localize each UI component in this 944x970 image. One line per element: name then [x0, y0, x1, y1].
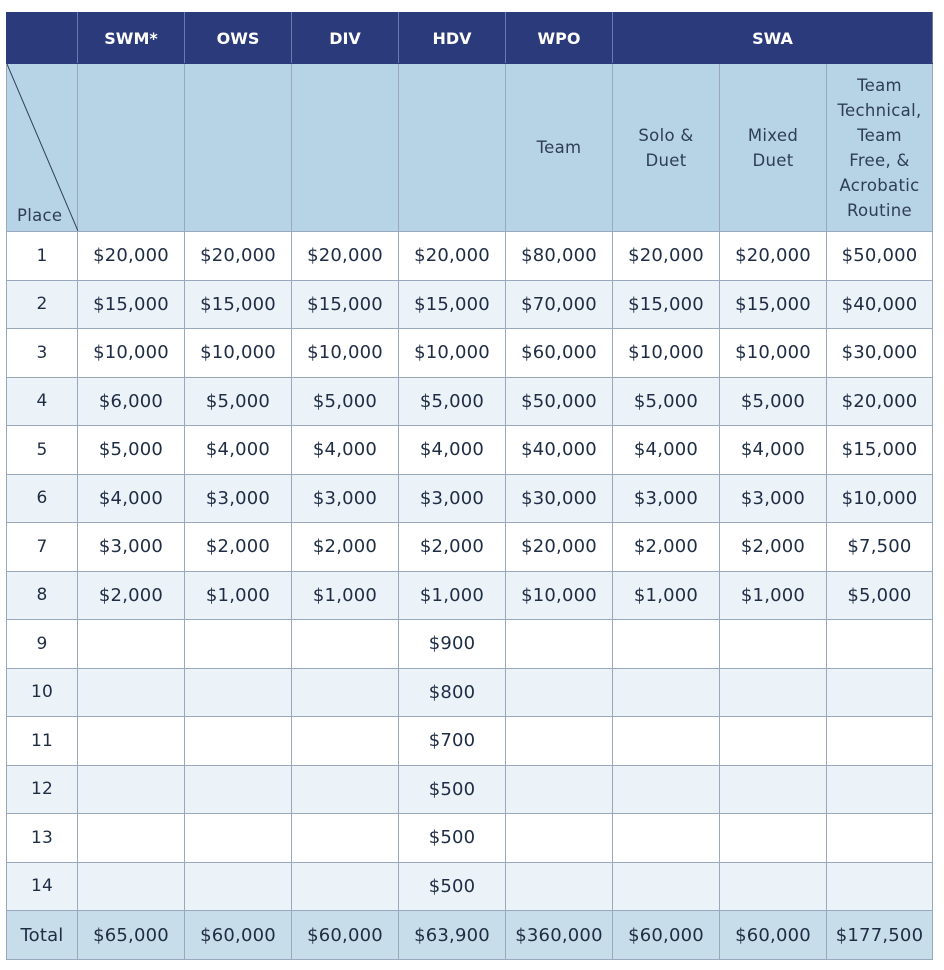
place-cell: 3: [7, 329, 78, 378]
prize-cell: $20,000: [613, 232, 720, 281]
subheader-ows: [185, 64, 292, 232]
prize-cell: $4,000: [185, 426, 292, 475]
prize-cell: $15,000: [399, 280, 506, 329]
prize-cell: [827, 814, 933, 863]
prize-cell: [292, 765, 399, 814]
prize-cell: $3,000: [613, 474, 720, 523]
prize-cell: $70,000: [506, 280, 613, 329]
total-cell: $60,000: [720, 911, 827, 960]
prize-cell: [506, 862, 613, 911]
prize-cell: $700: [399, 717, 506, 766]
prize-cell: $10,000: [399, 329, 506, 378]
prize-cell: $10,000: [827, 474, 933, 523]
prize-cell: $15,000: [613, 280, 720, 329]
header-swa: SWA: [613, 13, 933, 64]
prize-cell: [185, 620, 292, 669]
total-cell: $63,900: [399, 911, 506, 960]
prize-cell: [292, 862, 399, 911]
place-label: Place: [17, 206, 63, 225]
prize-cell: $30,000: [827, 329, 933, 378]
table-row: [7, 814, 933, 863]
prize-cell: $40,000: [827, 280, 933, 329]
prize-cell: $60,000: [506, 329, 613, 378]
prize-cell: $4,000: [613, 426, 720, 475]
total-cell: $360,000: [506, 911, 613, 960]
prize-cell: $1,000: [613, 571, 720, 620]
prize-table-container: [6, 12, 933, 960]
prize-cell: [720, 717, 827, 766]
prize-cell: [720, 620, 827, 669]
prize-cell: $500: [399, 862, 506, 911]
prize-cell: $5,000: [292, 377, 399, 426]
prize-cell: [613, 668, 720, 717]
prize-cell: $500: [399, 814, 506, 863]
prize-cell: $800: [399, 668, 506, 717]
table-row: [7, 474, 933, 523]
prize-cell: [185, 717, 292, 766]
prize-cell: [78, 814, 185, 863]
prize-cell: $10,000: [292, 329, 399, 378]
table-row: [7, 620, 933, 669]
table-body: [7, 232, 933, 911]
prize-cell: $10,000: [185, 329, 292, 378]
prize-cell: [292, 620, 399, 669]
prize-cell: $20,000: [827, 377, 933, 426]
table-row: [7, 426, 933, 475]
place-cell: 4: [7, 377, 78, 426]
table-row: [7, 329, 933, 378]
prize-cell: [720, 765, 827, 814]
prize-cell: $5,000: [185, 377, 292, 426]
prize-cell: $50,000: [506, 377, 613, 426]
total-cell: $177,500: [827, 911, 933, 960]
prize-cell: [720, 862, 827, 911]
header-row: [7, 13, 933, 64]
prize-cell: $5,000: [613, 377, 720, 426]
prize-cell: $10,000: [613, 329, 720, 378]
table-row: [7, 668, 933, 717]
prize-cell: [827, 620, 933, 669]
prize-cell: $2,000: [399, 523, 506, 572]
prize-cell: [827, 668, 933, 717]
prize-cell: [720, 814, 827, 863]
subheader-swa-solo-duet: Solo & Duet: [613, 64, 720, 232]
prize-cell: $30,000: [506, 474, 613, 523]
prize-cell: [613, 814, 720, 863]
subheader-div: [292, 64, 399, 232]
prize-cell: $3,000: [78, 523, 185, 572]
header-div: DIV: [292, 13, 399, 64]
subheader-swa-mixed-duet: Mixed Duet: [720, 64, 827, 232]
subheader-swa-team: Team Technical, Team Free, & Acrobatic Routine: [827, 64, 933, 232]
total-row: [7, 911, 933, 960]
prize-cell: [506, 717, 613, 766]
prize-cell: $15,000: [185, 280, 292, 329]
place-cell: 2: [7, 280, 78, 329]
prize-cell: $20,000: [720, 232, 827, 281]
prize-cell: [185, 814, 292, 863]
prize-cell: $3,000: [720, 474, 827, 523]
place-cell: 6: [7, 474, 78, 523]
place-cell: 9: [7, 620, 78, 669]
prize-cell: [613, 862, 720, 911]
place-cell: 1: [7, 232, 78, 281]
table-row: [7, 232, 933, 281]
subheader-wpo-team: Team: [506, 64, 613, 232]
subheader-hdv: [399, 64, 506, 232]
prize-cell: [185, 668, 292, 717]
header-hdv: HDV: [399, 13, 506, 64]
prize-cell: $50,000: [827, 232, 933, 281]
prize-cell: $5,000: [720, 377, 827, 426]
prize-cell: [506, 765, 613, 814]
table-row: [7, 377, 933, 426]
prize-cell: $15,000: [720, 280, 827, 329]
prize-cell: $15,000: [827, 426, 933, 475]
prize-cell: $15,000: [78, 280, 185, 329]
prize-cell: [613, 620, 720, 669]
place-cell: 13: [7, 814, 78, 863]
prize-cell: $80,000: [506, 232, 613, 281]
prize-cell: $500: [399, 765, 506, 814]
prize-cell: $20,000: [78, 232, 185, 281]
prize-cell: $1,000: [720, 571, 827, 620]
header-ows: OWS: [185, 13, 292, 64]
prize-cell: [827, 765, 933, 814]
prize-cell: $2,000: [185, 523, 292, 572]
table-row: [7, 765, 933, 814]
prize-cell: $40,000: [506, 426, 613, 475]
prize-cell: [827, 717, 933, 766]
prize-cell: $5,000: [78, 426, 185, 475]
prize-cell: [78, 717, 185, 766]
header-corner: [7, 13, 78, 64]
table-row: [7, 523, 933, 572]
place-corner-cell: [7, 64, 78, 232]
header-wpo: WPO: [506, 13, 613, 64]
header-swm: SWM*: [78, 13, 185, 64]
prize-cell: $4,000: [78, 474, 185, 523]
prize-cell: $4,000: [399, 426, 506, 475]
place-cell: 12: [7, 765, 78, 814]
prize-cell: [292, 717, 399, 766]
prize-cell: [185, 765, 292, 814]
prize-cell: $20,000: [185, 232, 292, 281]
prize-cell: [506, 620, 613, 669]
prize-cell: $10,000: [720, 329, 827, 378]
prize-cell: [292, 668, 399, 717]
prize-cell: $3,000: [399, 474, 506, 523]
place-cell: 11: [7, 717, 78, 766]
prize-cell: $10,000: [78, 329, 185, 378]
place-cell: 8: [7, 571, 78, 620]
prize-cell: [613, 717, 720, 766]
total-cell: $65,000: [78, 911, 185, 960]
prize-cell: $5,000: [399, 377, 506, 426]
place-cell: 7: [7, 523, 78, 572]
prize-cell: $1,000: [399, 571, 506, 620]
prize-cell: $20,000: [399, 232, 506, 281]
prize-cell: [185, 862, 292, 911]
prize-money-table: [6, 12, 933, 960]
prize-cell: $7,500: [827, 523, 933, 572]
prize-cell: $10,000: [506, 571, 613, 620]
table-row: [7, 280, 933, 329]
total-cell: $60,000: [185, 911, 292, 960]
place-cell: 5: [7, 426, 78, 475]
table-row: [7, 571, 933, 620]
prize-cell: $4,000: [720, 426, 827, 475]
prize-cell: $2,000: [292, 523, 399, 572]
place-cell: 14: [7, 862, 78, 911]
prize-cell: [292, 814, 399, 863]
total-label: Total: [7, 911, 78, 960]
subheader-row: [7, 64, 933, 232]
prize-cell: $900: [399, 620, 506, 669]
prize-cell: $5,000: [827, 571, 933, 620]
prize-cell: $20,000: [292, 232, 399, 281]
prize-cell: [78, 765, 185, 814]
prize-cell: [720, 668, 827, 717]
prize-cell: $3,000: [185, 474, 292, 523]
total-cell: $60,000: [613, 911, 720, 960]
subheader-swm: [78, 64, 185, 232]
prize-cell: $2,000: [613, 523, 720, 572]
prize-cell: $3,000: [292, 474, 399, 523]
table-row: [7, 862, 933, 911]
prize-cell: $1,000: [185, 571, 292, 620]
table-row: [7, 717, 933, 766]
prize-cell: $1,000: [292, 571, 399, 620]
prize-cell: $4,000: [292, 426, 399, 475]
prize-cell: $2,000: [78, 571, 185, 620]
prize-cell: [506, 668, 613, 717]
prize-cell: [506, 814, 613, 863]
prize-cell: $20,000: [506, 523, 613, 572]
prize-cell: [78, 620, 185, 669]
prize-cell: $6,000: [78, 377, 185, 426]
place-cell: 10: [7, 668, 78, 717]
prize-cell: $2,000: [720, 523, 827, 572]
total-cell: $60,000: [292, 911, 399, 960]
prize-cell: $15,000: [292, 280, 399, 329]
prize-cell: [827, 862, 933, 911]
prize-cell: [78, 862, 185, 911]
prize-cell: [78, 668, 185, 717]
prize-cell: [613, 765, 720, 814]
